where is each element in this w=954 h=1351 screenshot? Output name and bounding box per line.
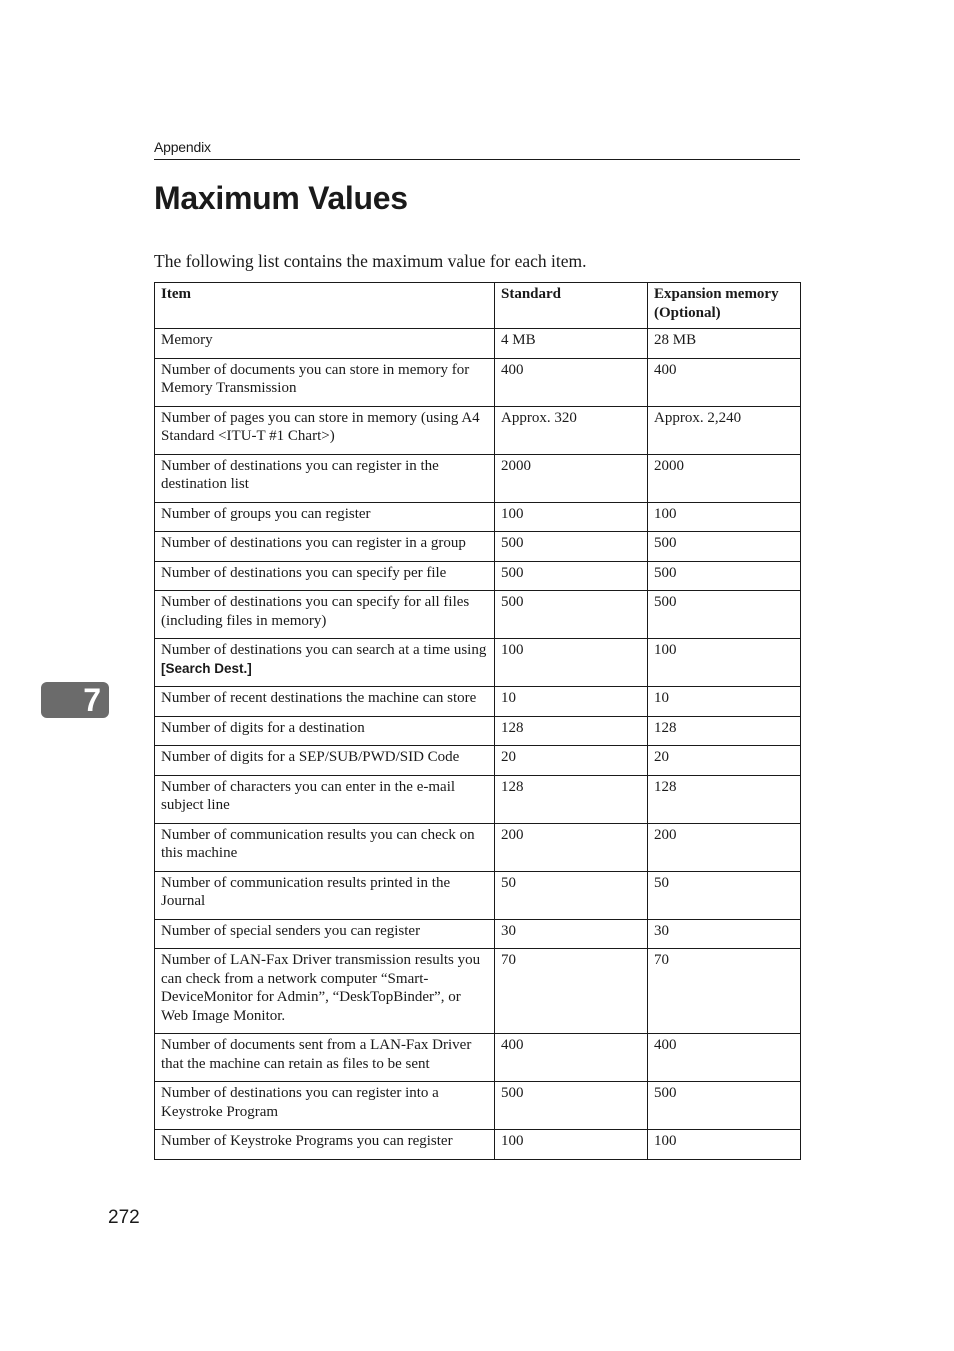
table-row: [155, 358, 801, 406]
cell-expansion: 500: [648, 532, 801, 562]
item-text: Number of Keystroke Programs you can register: [161, 1133, 453, 1149]
cell-standard: 30: [495, 919, 648, 949]
cell-standard: 128: [495, 775, 648, 823]
table-row: [155, 532, 801, 562]
section-label: Appendix: [154, 139, 211, 155]
table-row: [155, 639, 801, 687]
cell-item: [155, 561, 495, 591]
table-row: [155, 949, 801, 1034]
item-text: Number of destinations you can register into a Keystroke Program: [161, 1085, 439, 1120]
cell-expansion: 500: [648, 561, 801, 591]
cell-standard: 10: [495, 687, 648, 717]
table-row: [155, 454, 801, 502]
item-text: Number of digits for a destination: [161, 719, 365, 736]
cell-expansion: 10: [648, 687, 801, 717]
cell-expansion: 2000: [648, 454, 801, 502]
cell-expansion: 30: [648, 919, 801, 949]
cell-expansion: 100: [648, 502, 801, 532]
item-text: Number of LAN-Fax Driver transmission results you can check from a network computer “Smart-DeviceMonitor for Admin”, “DeskTopBinder”, or Web Image Monitor.: [161, 952, 481, 1024]
table-header-row: [155, 283, 801, 329]
table-row: [155, 1034, 801, 1082]
cell-standard: 400: [495, 1034, 648, 1082]
cell-item: [155, 1034, 495, 1082]
cell-standard: 100: [495, 639, 648, 687]
cell-standard: 4 MB: [495, 329, 648, 359]
header-rule: [154, 159, 800, 160]
intro-text: The following list contains the maximum value for each item.: [154, 251, 587, 271]
cell-expansion: 500: [648, 1082, 801, 1130]
cell-standard: 400: [495, 358, 648, 406]
table-row: [155, 871, 801, 919]
cell-standard: 50: [495, 871, 648, 919]
table-row: [155, 746, 801, 776]
cell-standard: 128: [495, 716, 648, 746]
chapter-tab: 7: [41, 682, 109, 718]
cell-item: [155, 532, 495, 562]
table-row: [155, 687, 801, 717]
column-header-item: Item: [155, 283, 495, 329]
item-text: Number of digits for a SEP/SUB/PWD/SID Code: [161, 749, 460, 765]
item-text: Number of destinations you can specify for all files (including files in memory): [161, 594, 470, 629]
item-text: Number of pages you can store in memory (using A4 Standard <ITU-T #1 Chart>): [161, 409, 480, 444]
cell-expansion: 70: [648, 949, 801, 1034]
cell-standard: 500: [495, 591, 648, 639]
item-text: Memory: [161, 332, 213, 348]
column-header-expansion: Expansion memory (Optional): [648, 283, 801, 329]
item-text: Number of characters you can enter in the e-mail subject line: [161, 778, 456, 813]
item-text: Number of communication results you can check on this machine: [161, 826, 475, 861]
item-text: Number of special senders you can register: [161, 922, 421, 939]
item-text: Number of recent destinations the machine can store: [161, 690, 477, 706]
maximum-values-table: [154, 282, 801, 1160]
cell-item: [155, 1082, 495, 1130]
cell-item: [155, 716, 495, 746]
cell-item: [155, 406, 495, 454]
cell-standard: 200: [495, 823, 648, 871]
item-text: Number of destinations you can specify per file: [161, 564, 447, 581]
cell-expansion: 100: [648, 1130, 801, 1160]
cell-expansion: Approx. 2,240: [648, 406, 801, 454]
table-row: [155, 406, 801, 454]
cell-expansion: 128: [648, 716, 801, 746]
table-row: [155, 919, 801, 949]
cell-item: [155, 746, 495, 776]
cell-item: [155, 591, 495, 639]
item-text: Number of destinations you can register in the destination list: [161, 457, 439, 492]
cell-standard: 500: [495, 561, 648, 591]
cell-expansion: 400: [648, 358, 801, 406]
item-text: Number of groups you can register: [161, 505, 371, 522]
page-number: 272: [108, 1207, 140, 1228]
cell-standard: 100: [495, 1130, 648, 1160]
cell-expansion: 50: [648, 871, 801, 919]
cell-item: [155, 502, 495, 532]
cell-standard: Approx. 320: [495, 406, 648, 454]
table-row: [155, 502, 801, 532]
item-text: Number of destinations you can search at a time using: [161, 642, 487, 658]
cell-standard: 100: [495, 502, 648, 532]
table-row: [155, 775, 801, 823]
table-row: [155, 329, 801, 359]
cell-item: [155, 919, 495, 949]
cell-item: [155, 329, 495, 359]
item-text: Number of communication results printed in the Journal: [161, 874, 451, 909]
item-text: Number of documents sent from a LAN-Fax Driver that the machine can retain as files to be sent: [161, 1037, 472, 1072]
item-text: Number of documents you can store in memory for Memory Transmission: [161, 361, 470, 396]
cell-item: [155, 687, 495, 717]
cell-item: [155, 358, 495, 406]
cell-item: [155, 775, 495, 823]
cell-item: [155, 823, 495, 871]
table-row: [155, 561, 801, 591]
cell-item: [155, 1130, 495, 1160]
cell-expansion: 200: [648, 823, 801, 871]
cell-standard: 20: [495, 746, 648, 776]
cell-expansion: 20: [648, 746, 801, 776]
table-row: [155, 1082, 801, 1130]
column-header-standard: Standard: [495, 283, 648, 329]
cell-expansion: 400: [648, 1034, 801, 1082]
cell-standard: 500: [495, 1082, 648, 1130]
cell-standard: 70: [495, 949, 648, 1034]
cell-expansion: 128: [648, 775, 801, 823]
cell-item: [155, 454, 495, 502]
cell-item: [155, 871, 495, 919]
cell-expansion: 28 MB: [648, 329, 801, 359]
cell-expansion: 100: [648, 639, 801, 687]
cell-standard: 500: [495, 532, 648, 562]
table-row: [155, 823, 801, 871]
cell-item: [155, 949, 495, 1034]
cell-expansion: 500: [648, 591, 801, 639]
table-row: [155, 591, 801, 639]
search-dest-key-label: [Search Dest.]: [161, 660, 252, 676]
cell-item: [155, 639, 495, 687]
table-body: [155, 329, 801, 1160]
table-row: [155, 716, 801, 746]
item-text: Number of destinations you can register in a group: [161, 535, 466, 551]
table-row: [155, 1130, 801, 1160]
page-title: Maximum Values: [154, 180, 408, 216]
cell-standard: 2000: [495, 454, 648, 502]
